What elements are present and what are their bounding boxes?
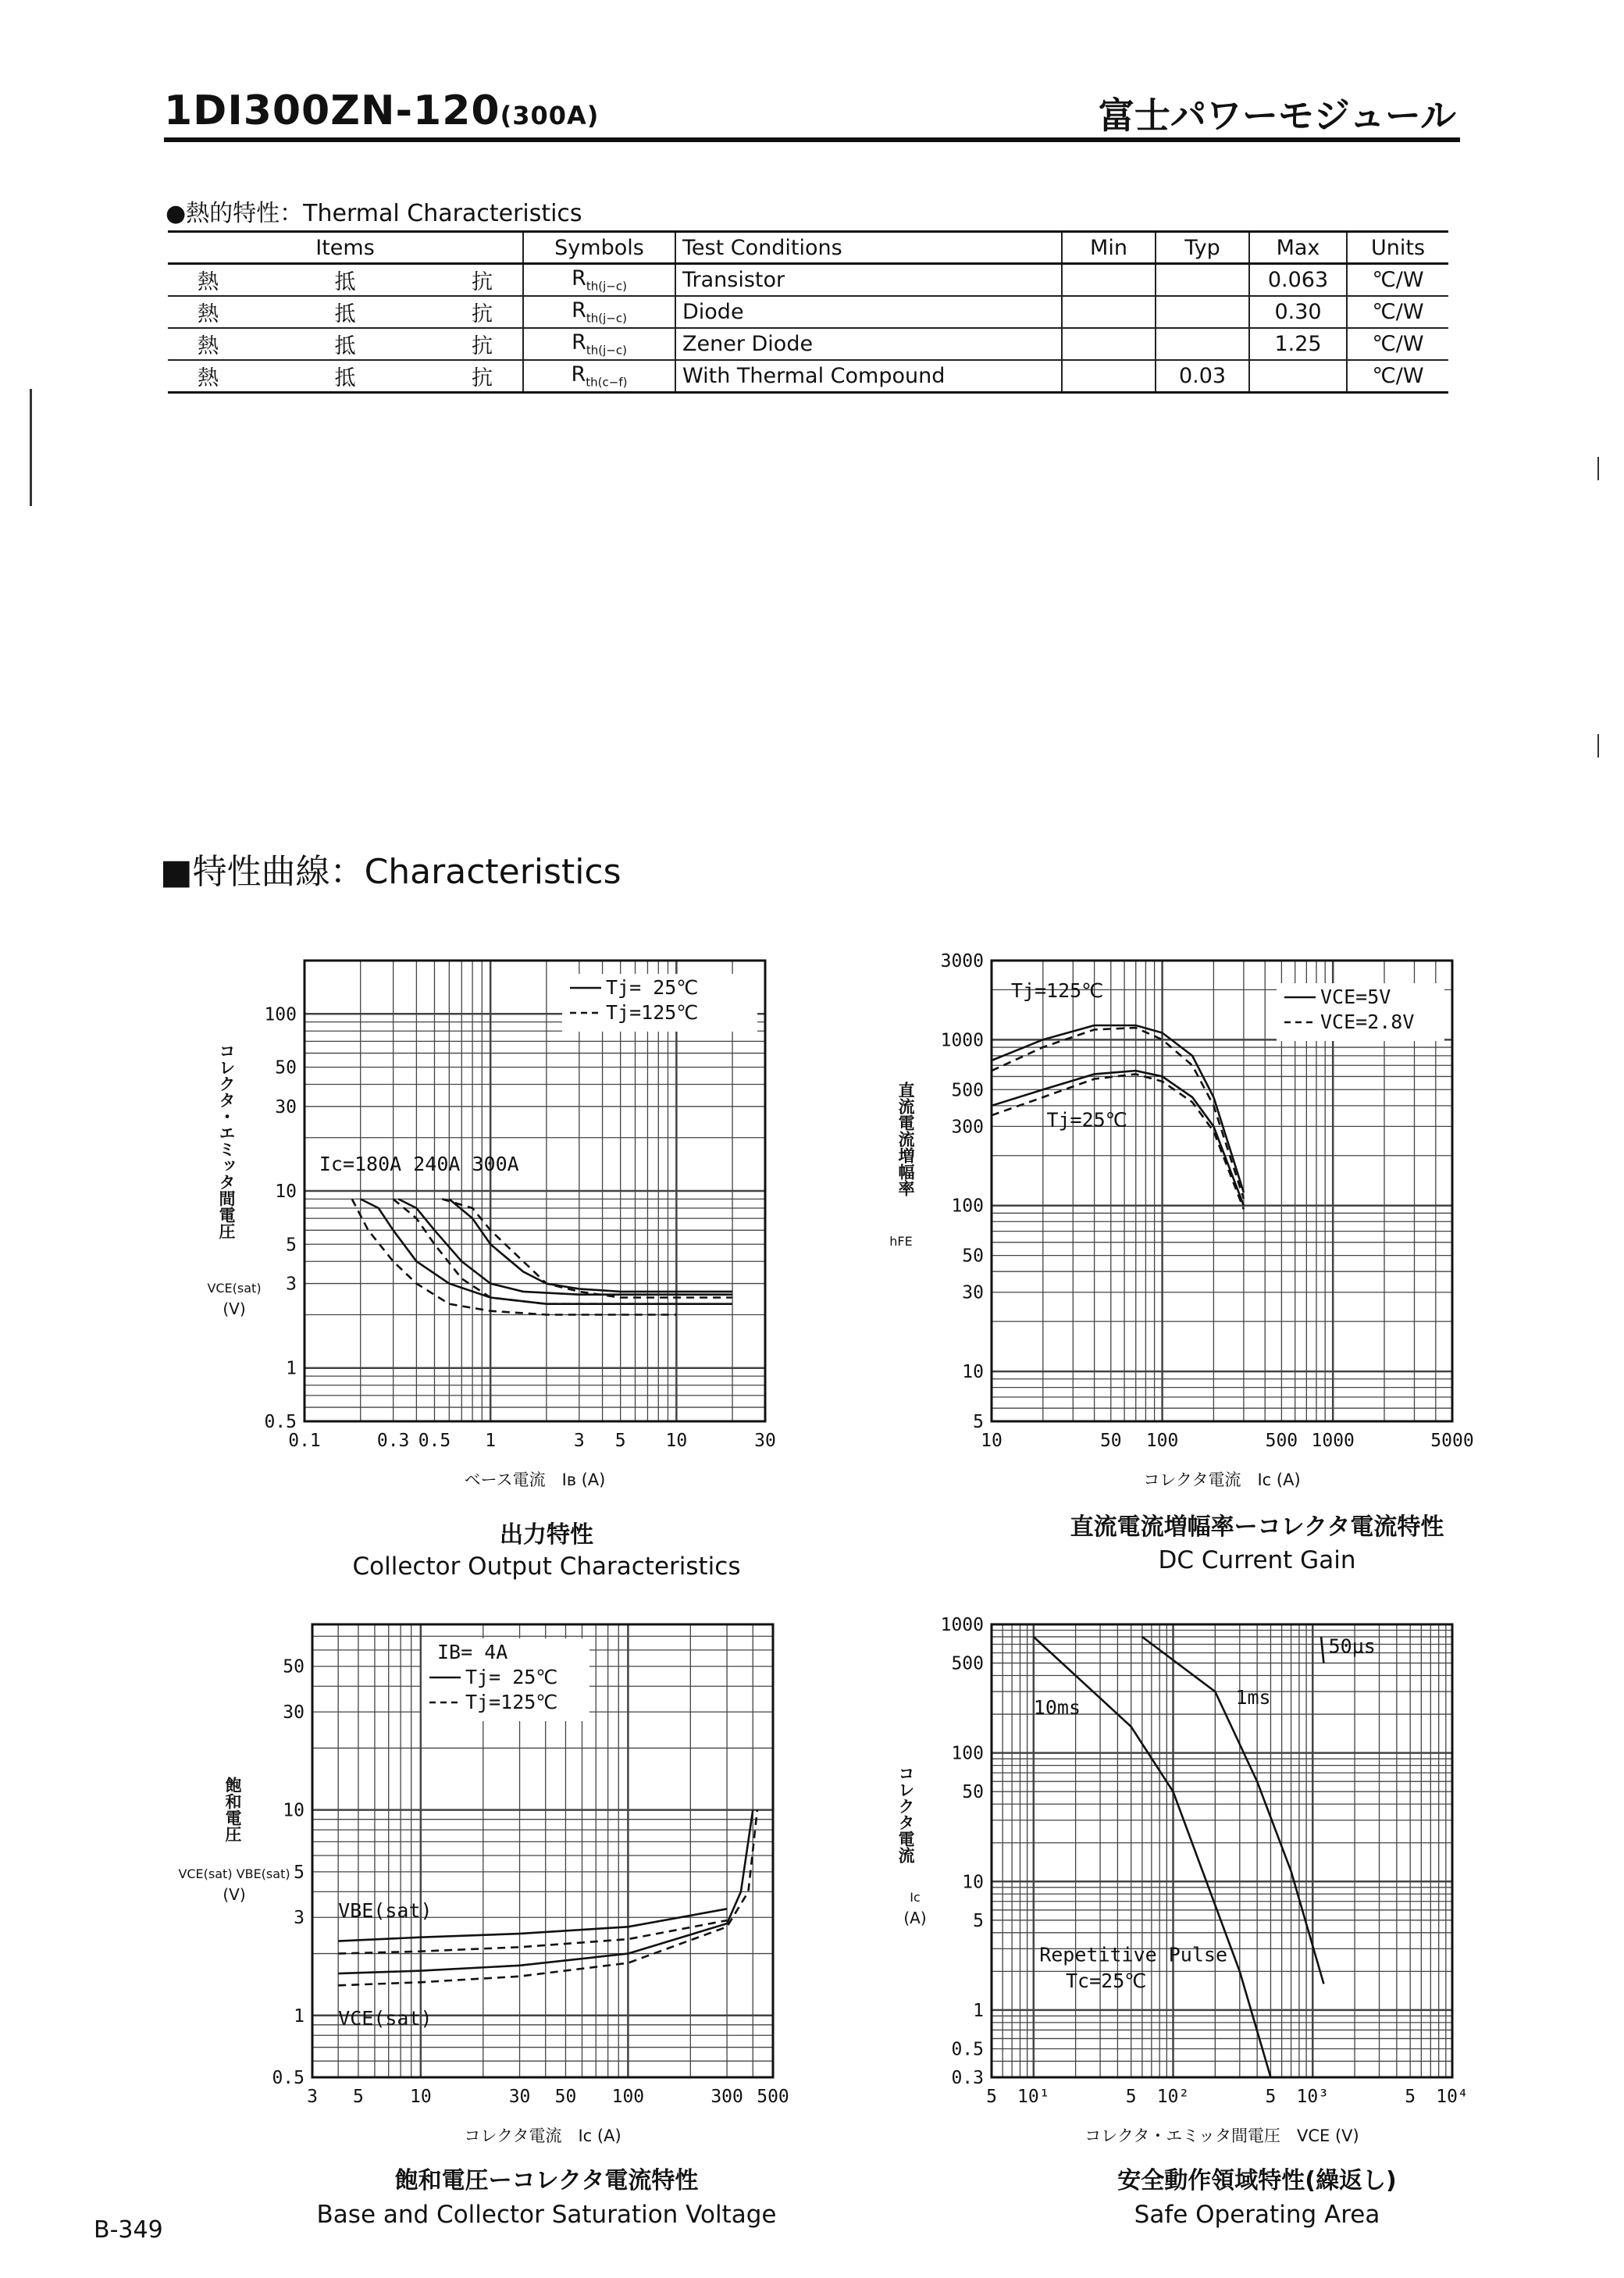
- series-line: [1321, 1637, 1323, 1663]
- item-cell: [168, 360, 523, 393]
- caption-saturation-en: Base and Collector Saturation Voltage: [316, 2201, 777, 2229]
- item-char: 熱: [198, 334, 219, 358]
- series-line: [992, 1071, 1244, 1206]
- x-tick-label: 30: [754, 1431, 776, 1451]
- page-number: B-349: [94, 2216, 163, 2244]
- col-test-conditions: Test Conditions: [675, 232, 1062, 264]
- annotation-label: Ic=180A 240A 300A: [319, 1153, 519, 1176]
- col-max: Max: [1249, 232, 1347, 264]
- unit-cell: ℃/W: [1347, 264, 1448, 297]
- annotation-label: VBE(sat): [338, 1899, 433, 1923]
- col-min: Min: [1062, 232, 1156, 264]
- y-axis-symbol: hFE: [889, 1234, 913, 1249]
- item-cell: [168, 264, 523, 297]
- caption-gain-jp: 直流電流増幅率ーコレクタ電流特性: [1070, 1513, 1444, 1541]
- y-tick-label: 3000: [940, 951, 984, 971]
- x-tick-label: 10⁴: [1436, 2087, 1469, 2107]
- part-number: 1DI300ZN-120(300A): [164, 87, 600, 134]
- chart-safe-operating-area: [882, 1609, 1476, 2155]
- col-units: Units: [1347, 232, 1448, 264]
- y-axis-unit: (V): [223, 1299, 246, 1318]
- caption-gain-en: DC Current Gain: [1158, 1546, 1356, 1574]
- y-tick-label: 30: [283, 1702, 304, 1724]
- thermal-row: [168, 328, 1448, 360]
- caption-output-jp: 出力特性: [500, 1521, 593, 1549]
- y-tick-label: 50: [283, 1656, 304, 1677]
- annotation-label: Tj=25℃: [1046, 1108, 1127, 1132]
- legend-label: Tj= 25℃: [606, 976, 699, 999]
- scan-edge-right-2: [1597, 734, 1599, 758]
- y-tick-label: 300: [951, 1117, 984, 1138]
- x-tick-label: 0.3: [376, 1431, 410, 1451]
- condition-cell: Transistor: [675, 264, 1062, 297]
- characteristics-title: ■特性曲線：Characteristics: [160, 852, 621, 892]
- y-axis-unit: (V): [223, 1885, 246, 1904]
- series-line: [1142, 1637, 1324, 1984]
- condition-cell: Zener Diode: [675, 328, 1062, 360]
- typ-cell: [1156, 328, 1249, 360]
- scan-edge-left: [30, 389, 32, 506]
- min-cell: [1062, 360, 1156, 393]
- item-char: 抗: [472, 302, 493, 326]
- min-cell: [1062, 264, 1156, 297]
- x-tick-label: 5: [614, 1431, 626, 1451]
- y-tick-label: 100: [951, 1743, 984, 1764]
- y-tick-label: 3: [286, 1274, 297, 1295]
- y-axis-label-jp: コレクタ電流: [896, 1765, 915, 1863]
- symbol-sub: th(j−c): [586, 343, 627, 358]
- x-tick-label: 500: [757, 2087, 789, 2107]
- item-char: 熱: [198, 270, 219, 294]
- x-tick-label: 3: [307, 2087, 318, 2107]
- unit-cell: ℃/W: [1347, 328, 1448, 360]
- item-char: 抵: [334, 302, 356, 326]
- x-tick-label: 50: [554, 2087, 577, 2107]
- thermal-row: [168, 296, 1448, 328]
- y-tick-label: 10: [962, 1362, 984, 1383]
- annotation-label: Repetitive Pulse: [1039, 1943, 1228, 1966]
- y-tick-label: 500: [951, 1080, 984, 1101]
- y-tick-label: 30: [275, 1096, 297, 1118]
- symbol-sub: th(j−c): [586, 311, 627, 326]
- y-tick-label: 10: [962, 1872, 984, 1893]
- y-tick-label: 100: [951, 1196, 984, 1217]
- x-tick-label: 5: [1125, 2087, 1137, 2107]
- x-tick-label: 5: [1265, 2087, 1277, 2107]
- item-char: 熱: [198, 366, 219, 390]
- x-tick-label: 3: [573, 1431, 585, 1451]
- series-line: [394, 1199, 677, 1303]
- legend-label: IB= 4A: [437, 1641, 508, 1663]
- y-tick-label: 0.3: [951, 2068, 984, 2088]
- col-symbols: Symbols: [523, 232, 675, 264]
- annotation-label: 50μs: [1328, 1635, 1376, 1658]
- symbol-sub: th(j−c): [586, 279, 627, 294]
- y-tick-label: 50: [962, 1782, 984, 1803]
- caption-saturation-jp: 飽和電圧ーコレクタ電流特性: [394, 2167, 699, 2194]
- condition-cell: Diode: [675, 296, 1062, 328]
- caption-output-en: Collector Output Characteristics: [352, 1553, 741, 1581]
- y-tick-label: 5: [973, 1412, 984, 1432]
- chart-saturation-voltage: [178, 1609, 812, 2155]
- col-typ: Typ: [1156, 232, 1249, 264]
- x-tick-label: 0.5: [418, 1431, 451, 1451]
- y-axis-symbol: VCE(sat): [207, 1281, 262, 1296]
- y-tick-label: 1: [286, 1358, 297, 1379]
- x-tick-label: 500: [1265, 1431, 1298, 1451]
- x-tick-label: 5: [986, 2087, 997, 2107]
- symbol-cell: [523, 296, 675, 328]
- legend-label: Tj= 25℃: [465, 1666, 558, 1688]
- scan-edge-right: [1597, 457, 1599, 480]
- thermal-section-title: ●熱的特性：Thermal Characteristics: [166, 200, 582, 227]
- max-cell: [1249, 360, 1347, 393]
- symbol-main: R: [571, 362, 586, 387]
- y-tick-label: 1: [294, 2005, 304, 2027]
- x-tick-label: 30: [508, 2087, 531, 2107]
- item-char: 熱: [198, 302, 219, 326]
- symbol-cell: [523, 328, 675, 360]
- col-items: Items: [315, 235, 375, 260]
- typ-cell: [1156, 264, 1249, 297]
- symbol-main: R: [572, 330, 586, 355]
- y-axis-label-jp: 飽和電圧: [223, 1777, 242, 1842]
- x-tick-label: 10: [981, 1431, 1003, 1451]
- y-grid: [992, 989, 1452, 1408]
- annotation-label: VCE(sat): [338, 2006, 433, 2030]
- series-line: [398, 1199, 732, 1294]
- chart-collector-output: [195, 941, 820, 1503]
- x-tick-label: 100: [611, 2087, 645, 2107]
- min-cell: [1062, 328, 1156, 360]
- thermal-table: [168, 230, 1448, 394]
- y-tick-label: 0.5: [264, 1412, 297, 1432]
- max-cell: 0.30: [1249, 296, 1347, 328]
- x-tick-label: 1: [485, 1431, 497, 1451]
- caption-soa-jp: 安全動作領域特性(繰返し): [1117, 2167, 1397, 2194]
- x-axis-label: コレクタ電流 Ic (A): [464, 2126, 621, 2145]
- x-tick-label: 5: [352, 2087, 364, 2107]
- x-tick-label: 5000: [1430, 1431, 1474, 1451]
- symbol-cell: [523, 360, 675, 393]
- condition-cell: With Thermal Compound: [675, 360, 1062, 393]
- unit-cell: ℃/W: [1347, 360, 1448, 393]
- symbol-main: R: [572, 298, 586, 323]
- item-char: 抵: [334, 270, 356, 294]
- y-axis-unit: (A): [903, 1909, 927, 1927]
- y-tick-label: 0.5: [951, 2039, 984, 2060]
- item-char: 抗: [472, 334, 493, 358]
- y-tick-label: 1000: [940, 1030, 984, 1051]
- y-tick-label: 1000: [940, 1615, 984, 1635]
- x-tick-label: 10: [409, 2087, 432, 2107]
- item-char: 抗: [472, 366, 493, 390]
- x-axis-label: コレクタ電流 Ic (A): [1143, 1471, 1301, 1489]
- typ-cell: [1156, 296, 1249, 328]
- legend-label: VCE=2.8V: [1320, 1011, 1415, 1033]
- annotation-label: Tc=25℃: [1065, 1969, 1147, 1992]
- annotation-label: 10ms: [1033, 1696, 1081, 1720]
- y-tick-label: 50: [962, 1246, 984, 1267]
- x-tick-label: 0.1: [288, 1431, 321, 1451]
- annotation-label: Tj=125℃: [1010, 979, 1104, 1003]
- y-tick-label: 3: [294, 1908, 304, 1929]
- x-tick-label: 1000: [1311, 1431, 1355, 1451]
- y-tick-label: 0.5: [272, 2068, 304, 2088]
- caption-soa-en: Safe Operating Area: [1134, 2201, 1380, 2229]
- annotation-label: 1ms: [1235, 1686, 1271, 1709]
- legend-label: Tj=125℃: [606, 1001, 699, 1024]
- min-cell: [1062, 296, 1156, 328]
- y-grid: [304, 1014, 765, 1407]
- series-line: [449, 1199, 732, 1292]
- y-tick-label: 10: [275, 1182, 297, 1202]
- x-tick-label: 5: [1405, 2087, 1416, 2107]
- y-tick-label: 5: [294, 1862, 304, 1883]
- item-cell: [168, 328, 523, 360]
- y-axis-label-jp: 直流電流増幅率: [896, 1082, 915, 1196]
- series-line: [442, 1199, 732, 1297]
- y-axis-symbol: Ic: [910, 1890, 921, 1905]
- x-tick-label: 50: [1099, 1431, 1122, 1451]
- max-cell: 0.063: [1249, 264, 1347, 297]
- symbol-main: R: [572, 266, 586, 291]
- y-tick-label: 30: [962, 1282, 984, 1303]
- manufacturer: 富士パワーモジュール: [1098, 94, 1456, 137]
- x-tick-label: 300: [710, 2087, 743, 2107]
- thermal-row: [168, 360, 1448, 393]
- x-tick-label: 100: [1145, 1431, 1179, 1451]
- chart-dc-current-gain: [882, 941, 1476, 1503]
- thermal-header-row: [168, 232, 1448, 264]
- x-tick-label: 10: [665, 1431, 688, 1451]
- item-char: 抵: [334, 334, 356, 358]
- x-axis-label: コレクタ・エミッタ間電圧 VCE (V): [1084, 2126, 1359, 2145]
- y-axis-label-jp: コレクタ・エミッタ間電圧: [217, 1043, 236, 1239]
- y-axis-symbol: VCE(sat) VBE(sat): [178, 1866, 290, 1881]
- y-tick-label: 5: [973, 1910, 984, 1931]
- y-tick-label: 50: [275, 1057, 297, 1078]
- y-tick-label: 1: [973, 2000, 984, 2021]
- y-tick-label: 100: [264, 1004, 297, 1025]
- item-cell: [168, 296, 523, 328]
- x-tick-label: 10¹: [1017, 2087, 1050, 2107]
- item-char: 抵: [334, 366, 356, 390]
- max-cell: 1.25: [1249, 328, 1347, 360]
- unit-cell: ℃/W: [1347, 296, 1448, 328]
- y-tick-label: 5: [286, 1235, 297, 1256]
- current-rating: (300A): [500, 101, 600, 130]
- symbol-cell: [523, 264, 675, 297]
- typ-cell: 0.03: [1156, 360, 1249, 393]
- item-char: 抗: [472, 270, 493, 294]
- header-rule: [164, 137, 1460, 142]
- x-tick-label: 10³: [1296, 2087, 1330, 2107]
- y-tick-label: 10: [283, 1800, 304, 1821]
- y-tick-label: 500: [951, 1653, 984, 1674]
- symbol-sub: th(c−f): [586, 375, 628, 390]
- series-line: [352, 1199, 677, 1314]
- thermal-row: [168, 264, 1448, 297]
- x-tick-label: 10²: [1156, 2087, 1190, 2107]
- legend-label: Tj=125℃: [465, 1691, 558, 1713]
- x-axis-label: ベース電流 Iʙ (A): [464, 1471, 606, 1489]
- legend-label: VCE=5V: [1320, 986, 1391, 1008]
